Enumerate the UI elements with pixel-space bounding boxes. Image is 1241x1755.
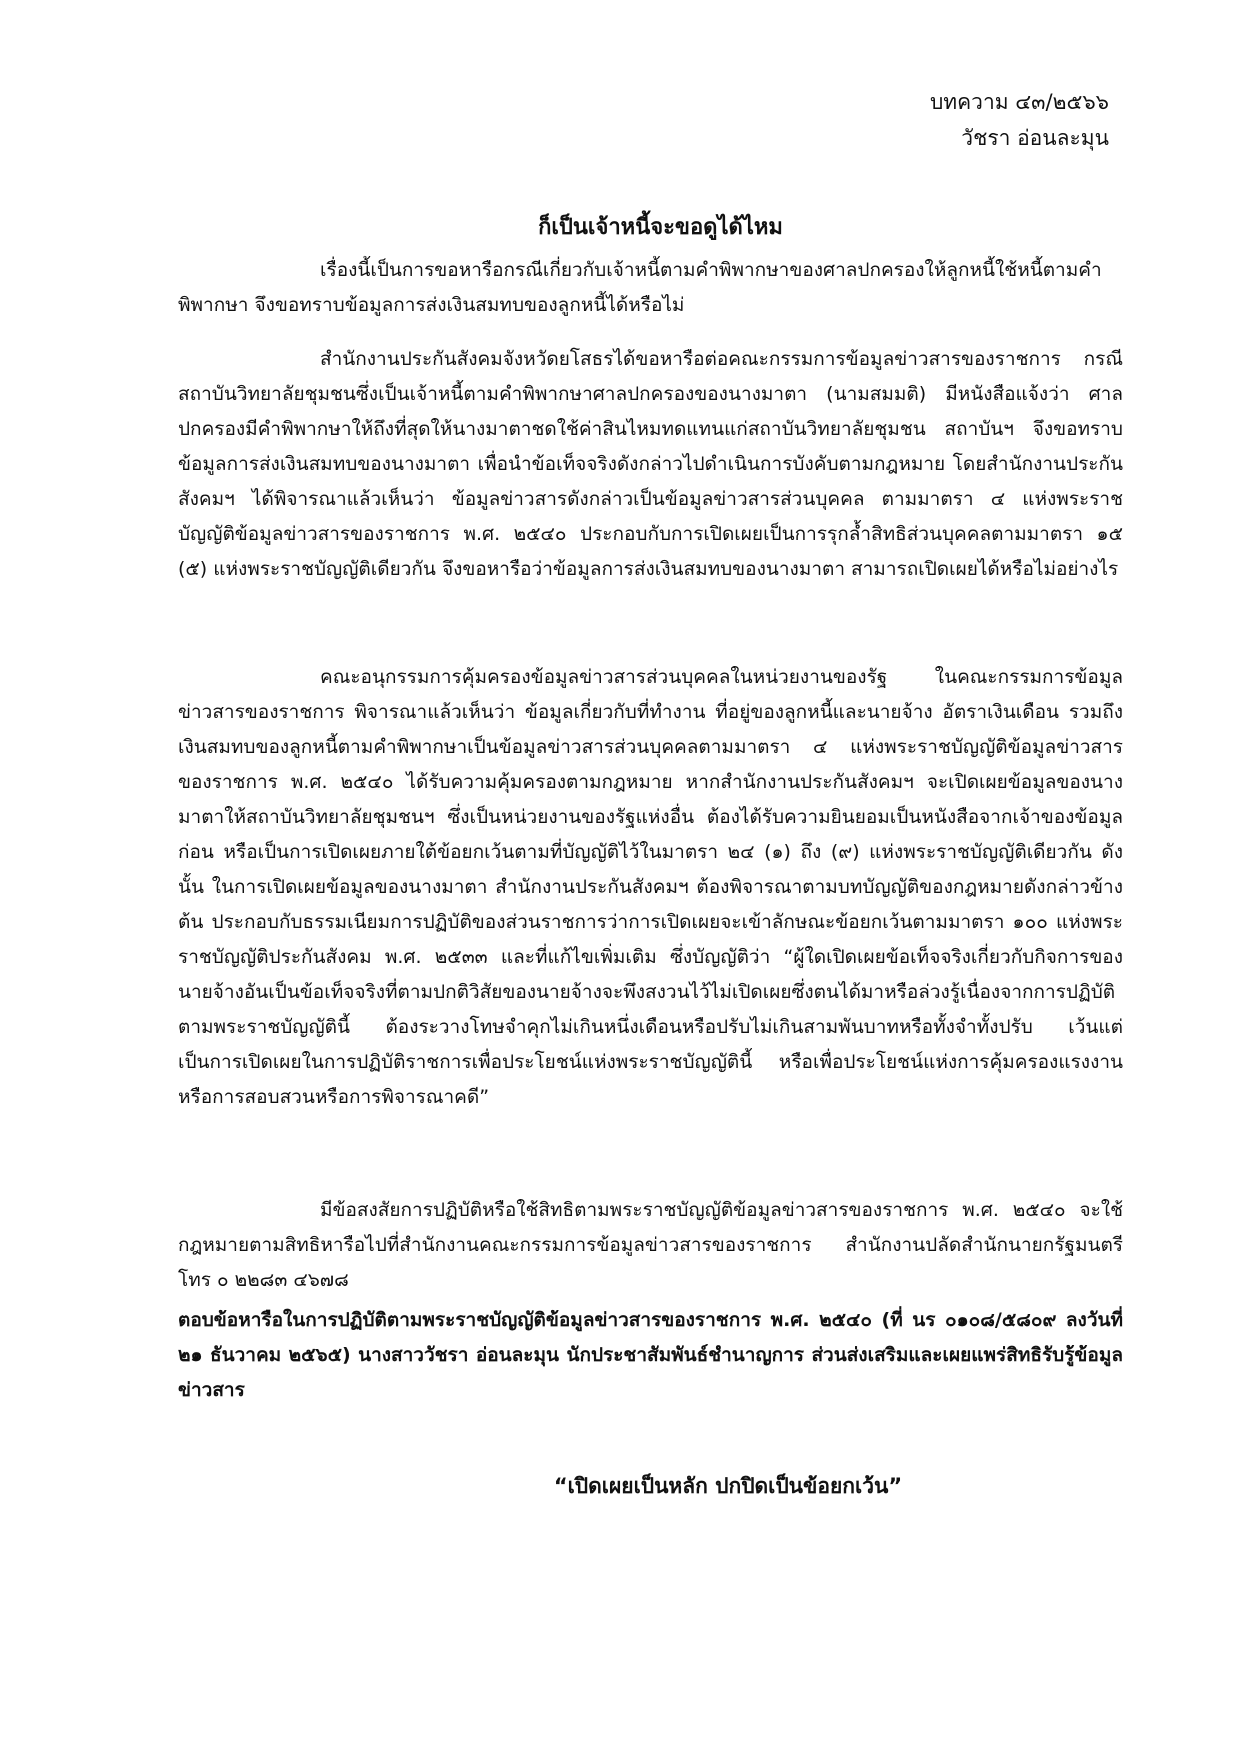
paragraph-text: เรื่องนี้เป็นการขอหารือกรณีเกี่ยวกับเจ้าหนี้ตามคำพิพากษาของศาลปกครองให้ลูกหนี้ใช้หนี้ตามคำพิพากษา จึงขอทราบข้อมูลการส่งเงินสมทบของลูกหนี้ได้หรือไม่ (178, 259, 1102, 316)
paragraph-facts (178, 342, 1123, 587)
paragraph-text: สำนักงานประกันสังคมจังหวัดยโสธรได้ขอหารือต่อคณะกรรมการข้อมูลข่าวสารของราชการ กรณีสถาบันวิทยาลัยชุมชนซึ่งเป็นเจ้าหนี้ตามคำพิพากษาศาลปกครองของนางมาตา (นามสมมติ) มีหนังสือแจ้งว่า ศาลปกครองมีคำพิพากษาให้ถึงที่สุดให้นางมาตาชดใช้ค่าสินไหมทดแทนแก่สถาบันวิทยาลัยชุมชน สถาบันฯ จึงขอทราบข้อมูลการส่งเงินสมทบของนางมาตา เพื่อนำข้อเท็จจริงดังกล่าวไปดำเนินการบังคับตามกฎหมาย โดยสำนักงานประกันสังคมฯ ได้พิจารณาแล้วเห็นว่า ข้อมูลข่าวสารดังกล่าวเป็นข้อมูลข่าวสารส่วนบุคคล ตามมาตรา ๔ แห่งพระราชบัญญัติข้อมูลข่าวสารของราชการ พ.ศ. ๒๕๔๐ ประกอบกับการเปิดเผยเป็นการรุกล้ำสิทธิส่วนบุคคลตามมาตรา ๑๕ (๕) แห่งพระราชบัญญัติเดียวกัน จึงขอหารือว่าข้อมูลการส่งเงินสมทบของนางมาตา สามารถเปิดเผยได้หรือไม่อย่างไร (178, 348, 1123, 580)
author-name: วัชรา อ่อนละมุน (961, 126, 1109, 150)
article-number: บทความ ๔๓/๒๕๖๖ (929, 90, 1109, 114)
article-title: ก็เป็นเจ้าหนี้จะขอดูได้ไหม (538, 215, 783, 240)
paragraph-text: คณะอนุกรรมการคุ้มครองข้อมูลข่าวสารส่วนบุคคลในหน่วยงานของรัฐ ในคณะกรรมการข้อมูลข่าวสารของราชการ พิจารณาแล้วเห็นว่า ข้อมูลเกี่ยวกับที่ทำงาน ที่อยู่ของลูกหนี้และนายจ้าง อัตราเงินเดือน รวมถึงเงินสมทบของลูกหนี้ตามคำพิพากษาเป็นข้อมูลข่าวสารส่วนบุคคลตามมาตรา ๔ แห่งพระราชบัญญัติข้อมูลข่าวสารของราชการ พ.ศ. ๒๕๔๐ ได้รับความคุ้มครองตามกฎหมาย หากสำนักงานประกันสังคมฯ จะเปิดเผยข้อมูลของนางมาตาให้สถาบันวิทยาลัยชุมชนฯ ซึ่งเป็นหน่วยงานของรัฐแห่งอื่น ต้องได้รับความยินยอมเป็นหนังสือจากเจ้าของข้อมูลก่อน หรือเป็นการเปิดเผยภายใต้ข้อยกเว้นตามที่บัญญัติไว้ในมาตรา ๒๔ (๑) ถึง (๙) แห่งพระราชบัญญัติเดียวกัน ดังนั้น ในการเปิดเผยข้อมูลของนางมาตา สำนักงานประกันสังคมฯ ต้องพิจารณาตามบทบัญญัติของกฎหมายดังกล่าวข้างต้น ประกอบกับธรรมเนียมการปฏิบัติของส่วนราชการว่าการเปิดเผยจะเข้าลักษณะข้อยกเว้นตามมาตรา ๑๐๐ แห่งพระราชบัญญัติประกันสังคม พ.ศ. ๒๕๓๓ และที่แก้ไขเพิ่มเติม ซึ่งบัญญัติว่า “ผู้ใดเปิดเผยข้อเท็จจริงเกี่ยวกับกิจการของนายจ้างอันเป็นข้อเท็จจริงที่ตามปกติวิสัยของนายจ้างจะพึงสงวนไว้ไม่เปิดเผยซึ่งตนได้มาหรือล่วงรู้เนื่องจากการปฏิบัติตามพระราชบัญญัตินี้ ต้องระวางโทษจำคุกไม่เกินหนึ่งเดือนหรือปรับไม่เกินสามพันบาทหรือทั้งจำทั้งปรับ เว้นแต่เป็นการเปิดเผยในการปฏิบัติราชการเพื่อประโยชน์แห่งพระราชบัญญัตินี้ หรือเพื่อประโยชน์แห่งการคุ้มครองแรงงานหรือการสอบสวนหรือการพิจารณาคดี” (178, 666, 1123, 1108)
paragraph-text: มีข้อสงสัยการปฏิบัติหรือใช้สิทธิตามพระราชบัญญัติข้อมูลข่าวสารของราชการ พ.ศ. ๒๕๔๐ จะใช้กฎหมายตามสิทธิหารือไปที่สำนักงานคณะกรรมการข้อมูลข่าวสารของราชการ สำนักงานปลัดสำนักนายกรัฐมนตรี โทร ๐ ๒๒๘๓ ๔๖๗๘ (178, 1199, 1123, 1291)
reference-note: ตอบข้อหารือในการปฏิบัติตามพระราชบัญญัติข้อมูลข่าวสารของราชการ พ.ศ. ๒๕๔๐ (ที่ นร ๐๑๐๘/๕๘๐๙ ลงวันที่ ๒๑ ธันวาคม ๒๕๖๕) นางสาววัชรา อ่อนละมุน นักประชาสัมพันธ์ชำนาญการ ส่วนส่งเสริมและเผยแพร่สิทธิรับรู้ข้อมูลข่าวสาร (178, 1309, 1123, 1401)
paragraph-contact (178, 1193, 1123, 1298)
paragraph-opinion (178, 660, 1123, 1115)
header-block (930, 84, 1109, 156)
paragraph-intro (178, 253, 1123, 323)
motto: “เปิดเผยเป็นหลัก ปกปิดเป็นข้อยกเว้น” (553, 1474, 903, 1498)
